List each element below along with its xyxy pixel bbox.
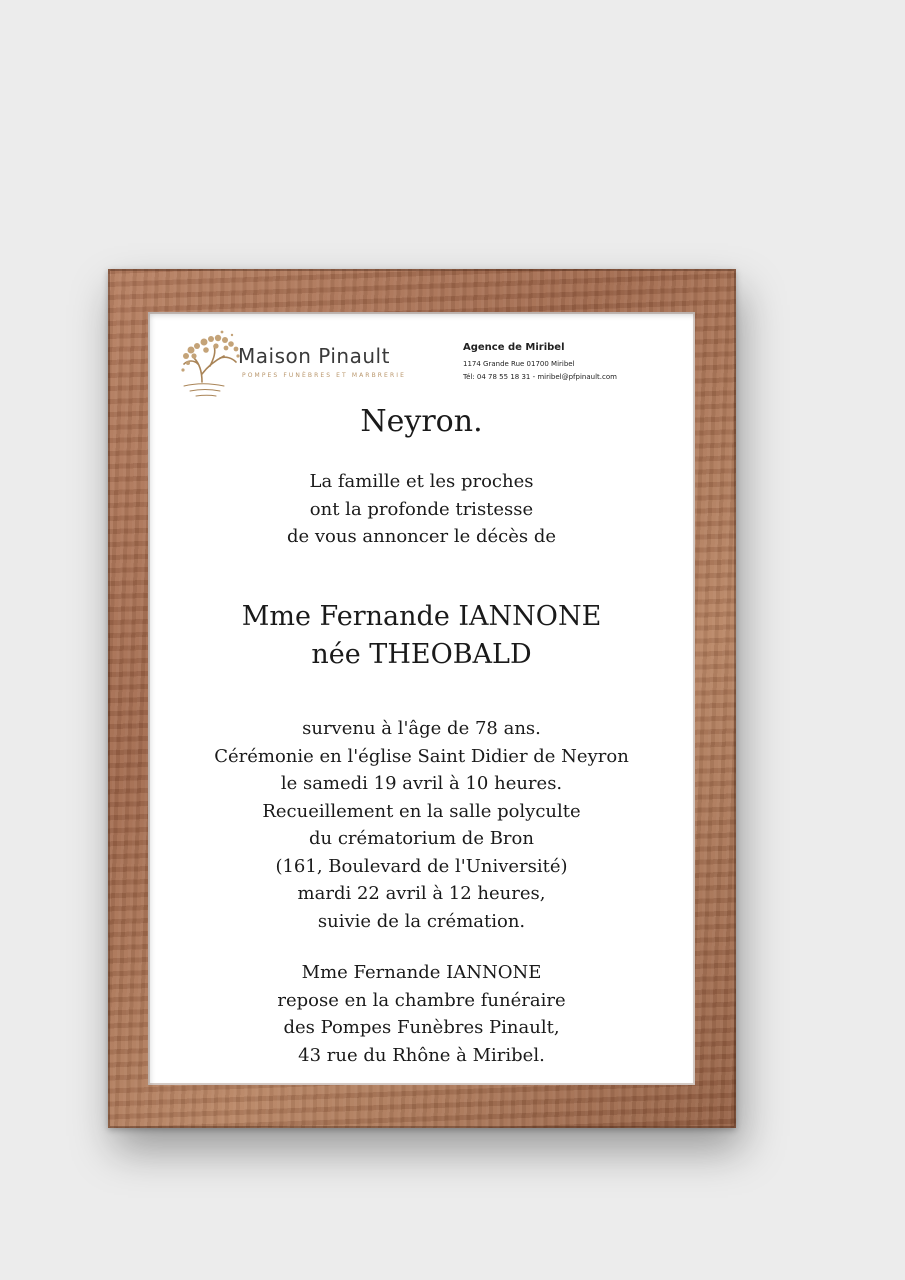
- detail-line: (161, Boulevard de l'Université): [275, 855, 568, 877]
- repose-line: 43 rue du Rhône à Miribel.: [298, 1044, 545, 1066]
- deceased-maiden-name-line: née THEOBALD: [311, 639, 532, 670]
- repose-line: Mme Fernande IANNONE: [301, 962, 542, 983]
- deceased-name-line: Mme Fernande IANNONE: [241, 601, 602, 632]
- intro-line: La famille et les proches: [309, 471, 534, 492]
- repose-line: des Pompes Funèbres Pinault,: [283, 1017, 560, 1038]
- intro-text: [148, 468, 695, 551]
- notice-title: Neyron.: [360, 404, 483, 439]
- agency-info: [463, 342, 617, 384]
- detail-line: suivie de la crémation.: [317, 910, 526, 932]
- wooden-picture-frame: [108, 269, 736, 1128]
- detail-line: mardi 22 avril à 12 heures,: [297, 883, 546, 904]
- detail-line: survenu à l'âge de 78 ans.: [302, 718, 541, 739]
- detail-line: du crématorium de Bron: [309, 828, 534, 849]
- repose-details: [148, 959, 695, 1069]
- ceremony-details: [148, 715, 695, 935]
- agency-contact: Tél: 04 78 55 18 31 - miribel@pfpinault.com: [463, 373, 617, 381]
- repose-line: repose en la chambre funéraire: [277, 989, 566, 1011]
- intro-line: de vous annoncer le décès de: [286, 526, 557, 547]
- detail-line: le samedi 19 avril à 10 heures.: [280, 773, 563, 794]
- agency-address: 1174 Grande Rue 01700 Miribel: [463, 360, 575, 368]
- company-logo: [180, 324, 430, 404]
- detail-line: Cérémonie en l'église Saint Didier de Neyron: [214, 745, 629, 767]
- agency-name: Agence de Miribel: [463, 342, 565, 353]
- brand-tagline: POMPES FUNÈBRES ET MARBRERIE: [242, 372, 406, 379]
- deceased-name: [148, 598, 695, 674]
- tree-logo-icon: [180, 326, 242, 400]
- brand-name: Maison Pinault: [238, 344, 390, 368]
- intro-line: ont la profonde tristesse: [309, 498, 534, 520]
- obituary-notice: [148, 312, 695, 1085]
- detail-line: Recueillement en la salle polyculte: [262, 800, 581, 822]
